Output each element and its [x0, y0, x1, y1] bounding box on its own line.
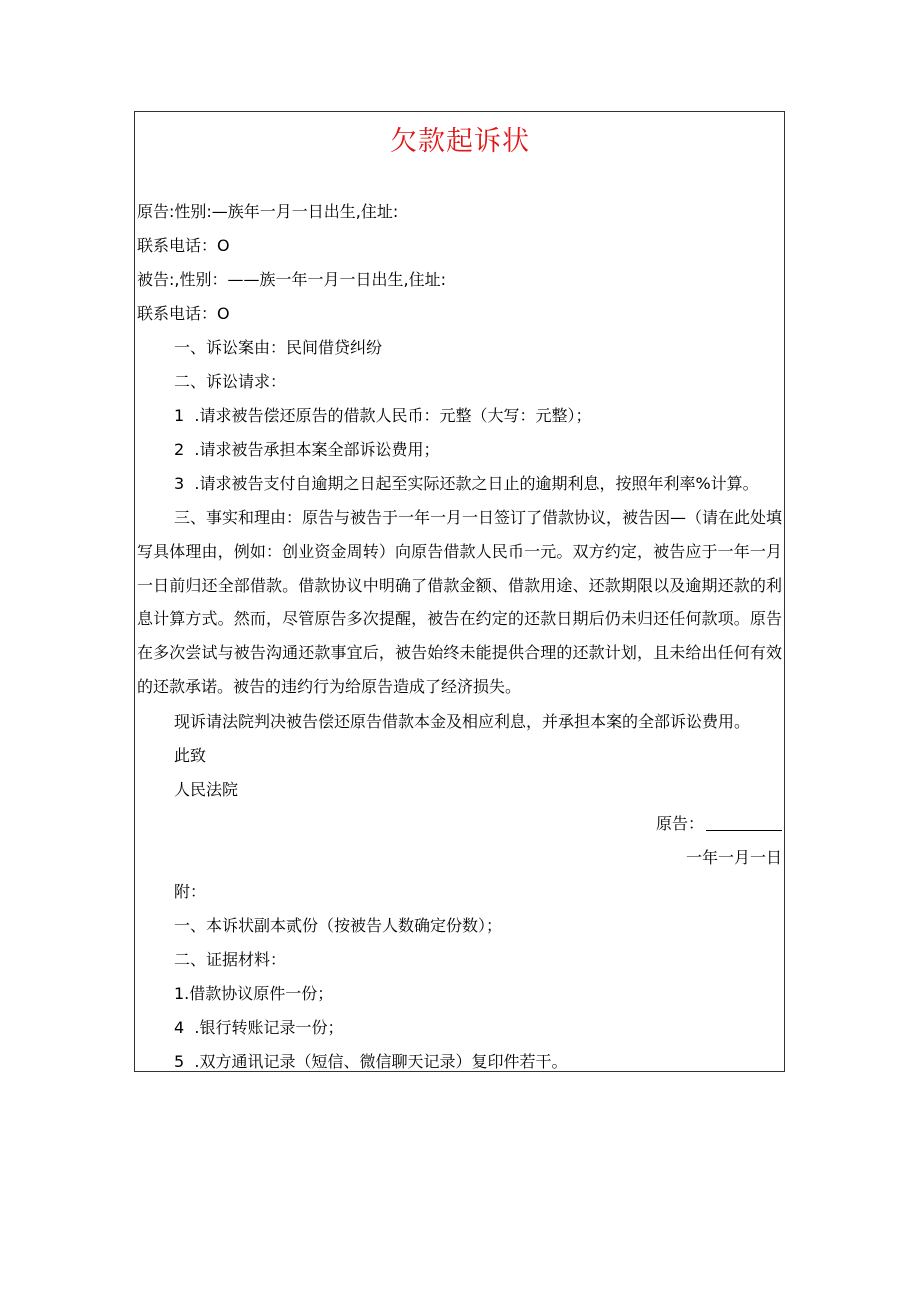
- signature-line: [656, 814, 782, 834]
- evidence-item: 4 .银行转账记录一份；: [174, 1018, 344, 1037]
- court-line: 人民法院: [174, 780, 239, 799]
- attachments-heading: 附：: [174, 882, 207, 901]
- evidence-item: 1.借款协议原件一份；: [174, 984, 334, 1003]
- defendant-phone: 联系电话：O: [137, 304, 230, 323]
- facts-paragraph: 三、事实和理由：原告与被告于一年一月一日签订了借款协议，被告因—（请在此处填写具体理由，例如：创业资金周转）向原告借款人民币一元。双方约定，被告应于一年一月一日前归还全部借款。借款协议中明确了借款金额、借款用途、还款期限以及逾期还款的利息计算方式。然而，尽管原告多次提醒，被告在约定的还款日期后仍未归还任何款项。原告在多次尝试与被告沟通还款事宜后，被告始终未能提供合理的还款计划，且未给出任何有效的还款承诺。被告的违约行为给原告造成了经济损失。: [137, 508, 783, 696]
- plaintiff-phone: 联系电话：O: [137, 236, 230, 255]
- document-title: 欠款起诉状: [390, 126, 530, 157]
- signature-blank: [706, 814, 782, 831]
- evidence-heading: 二、证据材料：: [174, 950, 287, 969]
- claim-item: 3 .请求被告支付自逾期之日起至实际还款之日止的逾期利息，按照年利率%计算。: [174, 474, 759, 493]
- attachment-copies: 一、本诉状副本贰份（按被告人数确定份数）；: [174, 916, 503, 935]
- defendant-info: 被告:,性别：——族一年一月一日出生,住址:: [137, 270, 446, 289]
- signature-label: 原告：: [655, 814, 704, 833]
- claim-item: 2 .请求被告承担本案全部诉讼费用；: [174, 440, 440, 459]
- request-line: 现诉请法院判决被告偿还原告借款本金及相应利息，并承担本案的全部诉讼费用。: [174, 712, 751, 731]
- claims-heading: 二、诉讼请求：: [174, 372, 287, 391]
- claim-item: 1 .请求被告偿还原告的借款人民币：元整（大写：元整）；: [174, 406, 592, 425]
- closing-line: 此致: [174, 746, 207, 765]
- date-line: 一年一月一日: [685, 848, 782, 867]
- case-cause: 一、诉讼案由：民间借贷纠纷: [174, 338, 383, 357]
- evidence-item: 5 .双方通讯记录（短信、微信聊天记录）复印件若干。: [174, 1052, 568, 1071]
- plaintiff-info: 原告:性别:—族年一月一日出生,住址:: [137, 202, 399, 221]
